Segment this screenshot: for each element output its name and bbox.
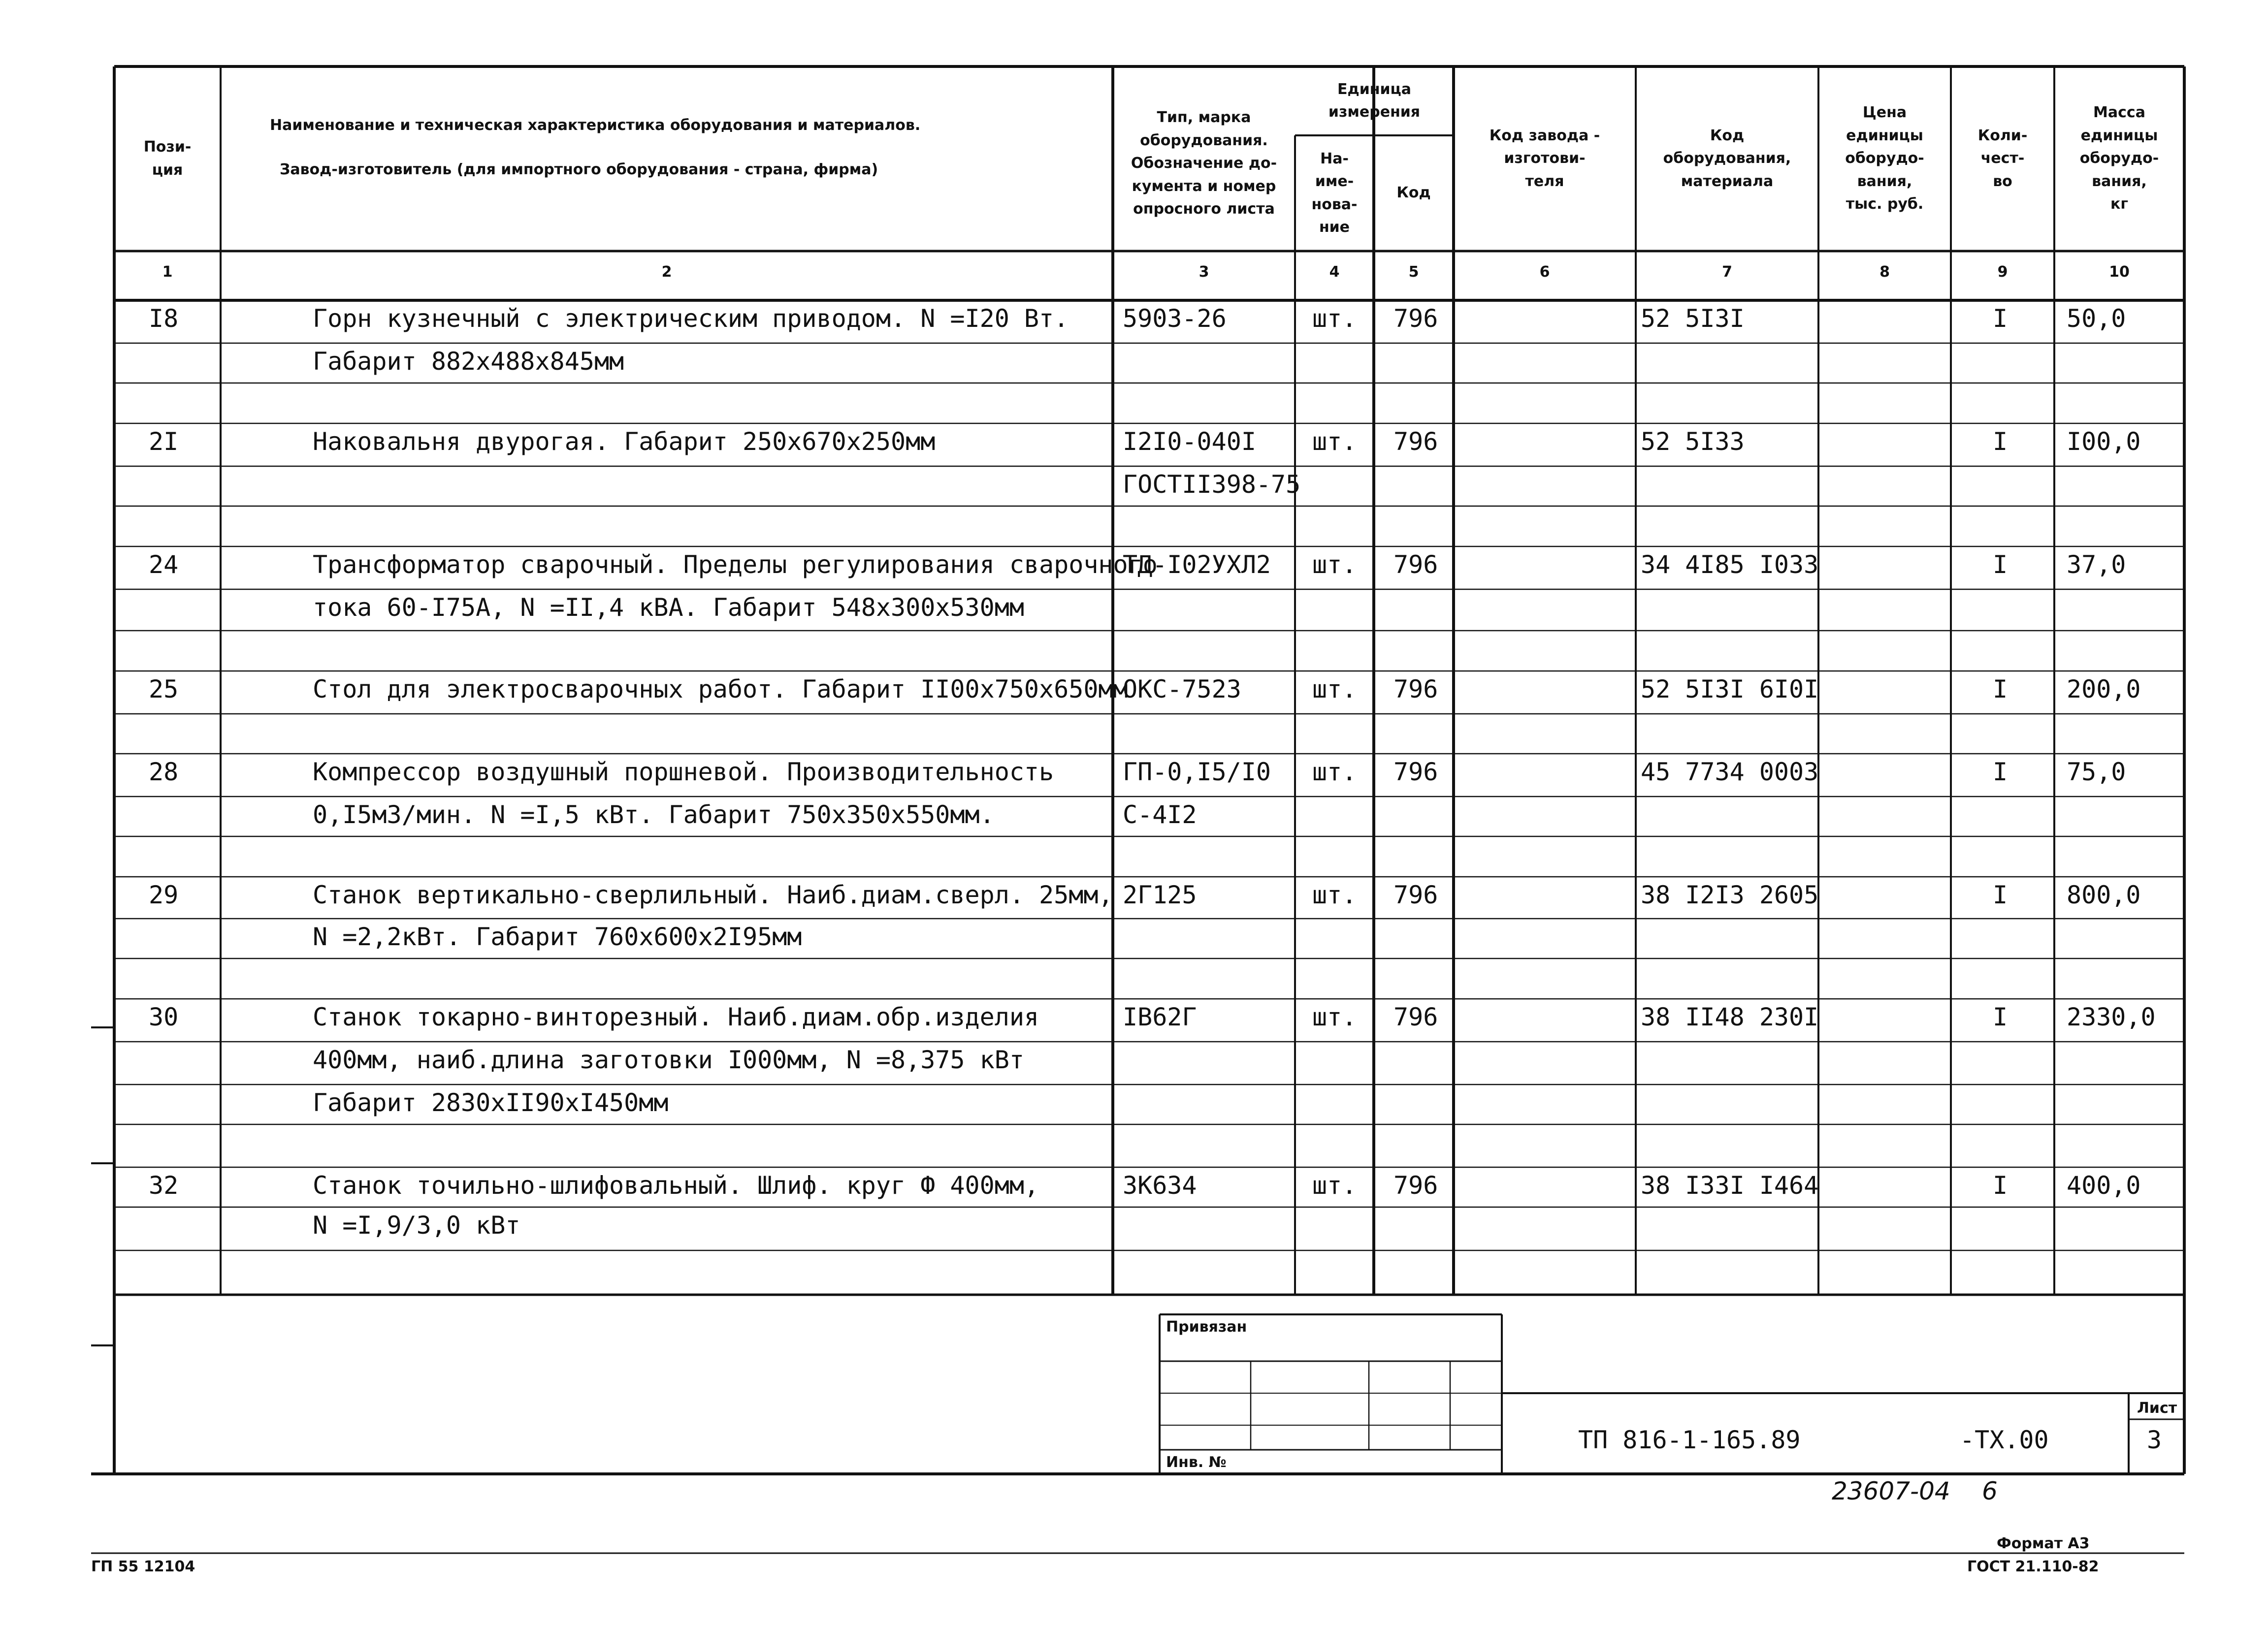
format-label: Формат А3 xyxy=(1997,1535,2090,1552)
stamp-inventory-label: Инв. № xyxy=(1166,1454,1227,1471)
table-cell: 2Г125 xyxy=(1123,881,1197,909)
header-unit: Единица измерения xyxy=(1328,80,1421,121)
table-cell: 400,0 xyxy=(2067,1171,2141,1200)
gost-label: ГОСТ 21.110-82 xyxy=(1967,1558,2099,1575)
table-cell: 200,0 xyxy=(2067,675,2141,703)
table-cell: С-4I2 xyxy=(1123,800,1197,829)
table-cell: 796 xyxy=(1393,1003,1438,1031)
table-cell: 28 xyxy=(149,758,179,786)
table-cell: тока 60-I75А, N =II,4 кВА. Габарит 548х300х530мм xyxy=(313,593,1024,622)
column-number: 3 xyxy=(1199,263,1209,281)
column-number: 8 xyxy=(1879,263,1890,281)
document-code: ТП 816-1-165.89 xyxy=(1578,1426,1801,1454)
table-cell: 50,0 xyxy=(2067,304,2126,333)
table-cell: I8 xyxy=(149,304,179,333)
header-plant-code: Код завода - изготови- теля xyxy=(1489,127,1600,190)
table-cell: Стол для электросварочных работ. Габарит II00х750х650мм xyxy=(313,675,1128,703)
table-cell: 24 xyxy=(149,550,179,579)
table-cell: 5903-26 xyxy=(1123,304,1227,333)
table-cell: 34 4I85 I033 xyxy=(1641,550,1819,579)
table-cell: шт. xyxy=(1312,758,1357,786)
document-suffix: -ТХ.00 xyxy=(1960,1426,2049,1454)
table-cell: I xyxy=(1993,675,2008,703)
table-cell: 2330,0 xyxy=(2067,1003,2156,1031)
table-cell: 796 xyxy=(1393,675,1438,703)
table-cell: I xyxy=(1993,427,2008,456)
table-cell: шт. xyxy=(1312,550,1357,579)
header-equipment-code: Код оборудования, материала xyxy=(1663,127,1791,190)
table-cell: N =I,9/3,0 кВт xyxy=(313,1211,520,1240)
table-cell: шт. xyxy=(1312,881,1357,909)
column-number: 6 xyxy=(1539,263,1550,281)
table-cell: Габарит 2830хII90хI450мм xyxy=(313,1088,669,1117)
handwritten-sheet: 6 xyxy=(1982,1477,1998,1505)
sheet-number: 3 xyxy=(2147,1426,2162,1454)
table-cell: I xyxy=(1993,1003,2008,1031)
table-cell: ОКС-7523 xyxy=(1123,675,1241,703)
table-cell: I xyxy=(1993,550,2008,579)
stamp-privyazan-label: Привязан xyxy=(1166,1318,1247,1336)
column-number: 1 xyxy=(162,263,173,281)
header-position: Пози- ция xyxy=(143,138,192,179)
table-cell: 796 xyxy=(1393,550,1438,579)
header-mass: Масса единицы оборудо- вания, кг xyxy=(2079,104,2159,213)
column-number: 2 xyxy=(661,263,672,281)
column-number: 4 xyxy=(1329,263,1340,281)
column-number: 9 xyxy=(1997,263,2008,281)
table-cell: Станок вертикально-сверлильный. Наиб.диам.сверл. 25мм, xyxy=(313,881,1113,909)
table-cell: Трансформатор сварочный. Пределы регулирования сварочного xyxy=(313,550,1158,579)
table-cell: Компрессор воздушный поршневой. Производительность xyxy=(313,758,1054,786)
header-name-line1: Наименование и техническая характеристика оборудования и материалов. xyxy=(270,116,921,134)
table-cell: I00,0 xyxy=(2067,427,2141,456)
table-cell: шт. xyxy=(1312,427,1357,456)
table-cell: шт. xyxy=(1312,304,1357,333)
table-cell: 38 II48 230I xyxy=(1641,1003,1819,1031)
table-cell: 45 7734 0003 xyxy=(1641,758,1819,786)
table-cell: 37,0 xyxy=(2067,550,2126,579)
table-cell: N =2,2кВт. Габарит 760х600х2I95мм xyxy=(313,923,802,951)
table-cell: I xyxy=(1993,758,2008,786)
table-cell: 796 xyxy=(1393,881,1438,909)
table-cell: шт. xyxy=(1312,1003,1357,1031)
table-cell: Станок точильно-шлифовальный. Шлиф. круг Ф 400мм, xyxy=(313,1171,1039,1200)
column-number: 7 xyxy=(1722,263,1732,281)
column-number: 10 xyxy=(2109,263,2130,281)
table-cell: 796 xyxy=(1393,758,1438,786)
column-number: 5 xyxy=(1408,263,1419,281)
table-cell: 52 5I3I 6I0I xyxy=(1641,675,1819,703)
table-cell: 38 I33I I464 xyxy=(1641,1171,1819,1200)
table-cell: I xyxy=(1993,1171,2008,1200)
table-cell: 3К634 xyxy=(1123,1171,1197,1200)
table-cell: 796 xyxy=(1393,1171,1438,1200)
table-cell: 32 xyxy=(149,1171,179,1200)
header-unit-code: Код xyxy=(1396,184,1431,202)
table-cell: 75,0 xyxy=(2067,758,2126,786)
header-unit-name: На- име- нова- ние xyxy=(1311,150,1358,236)
table-cell: 800,0 xyxy=(2067,881,2141,909)
handwritten-number: 23607-04 xyxy=(1832,1477,1950,1505)
header-quantity: Коли- чест- во xyxy=(1977,127,2028,190)
table-cell: 52 5I33 xyxy=(1641,427,1745,456)
table-cell: I xyxy=(1993,881,2008,909)
table-cell: 25 xyxy=(149,675,179,703)
table-cell: Наковальня двурогая. Габарит 250х670х250мм xyxy=(313,427,936,456)
table-cell: Габарит 882х488х845мм xyxy=(313,347,624,376)
table-cell: 38 I2I3 2605 xyxy=(1641,881,1819,909)
table-cell: 0,I5м3/мин. N =I,5 кВт. Габарит 750х350х550мм. xyxy=(313,800,995,829)
table-cell: шт. xyxy=(1312,675,1357,703)
header-type: Тип, марка оборудования. Обозначение до- кумента и номер опросного листа xyxy=(1131,109,1277,218)
sheet-label: Лист xyxy=(2137,1400,2177,1417)
table-cell: Горн кузнечный с электрическим приводом. N =I20 Вт. xyxy=(313,304,1069,333)
table-cell: 29 xyxy=(149,881,179,909)
table-cell: I2I0-040I xyxy=(1123,427,1256,456)
header-price: Цена единицы оборудо- вания, тыс. руб. xyxy=(1845,104,1924,213)
table-cell: 400мм, наиб.длина заготовки I000мм, N =8,375 кВт xyxy=(313,1046,1024,1074)
table-cell: 52 5I3I xyxy=(1641,304,1745,333)
table-cell: 796 xyxy=(1393,304,1438,333)
table-cell: IВ62Г xyxy=(1123,1003,1197,1031)
table-cell: ГОСТII398-75 xyxy=(1123,470,1301,499)
table-cell: 2I xyxy=(149,427,179,456)
table-cell: I xyxy=(1993,304,2008,333)
table-cell: 30 xyxy=(149,1003,179,1031)
table-cell: 796 xyxy=(1393,427,1438,456)
table-cell: ТД-I02УХЛ2 xyxy=(1123,550,1271,579)
left-code: ГП 55 12104 xyxy=(91,1558,195,1575)
table-cell: шт. xyxy=(1312,1171,1357,1200)
header-name-line2: Завод-изготовитель (для импортного оборудования - страна, фирма) xyxy=(280,160,878,178)
table-cell: Станок токарно-винторезный. Наиб.диам.обр.изделия xyxy=(313,1003,1039,1031)
table-cell: ГП-0,I5/I0 xyxy=(1123,758,1271,786)
